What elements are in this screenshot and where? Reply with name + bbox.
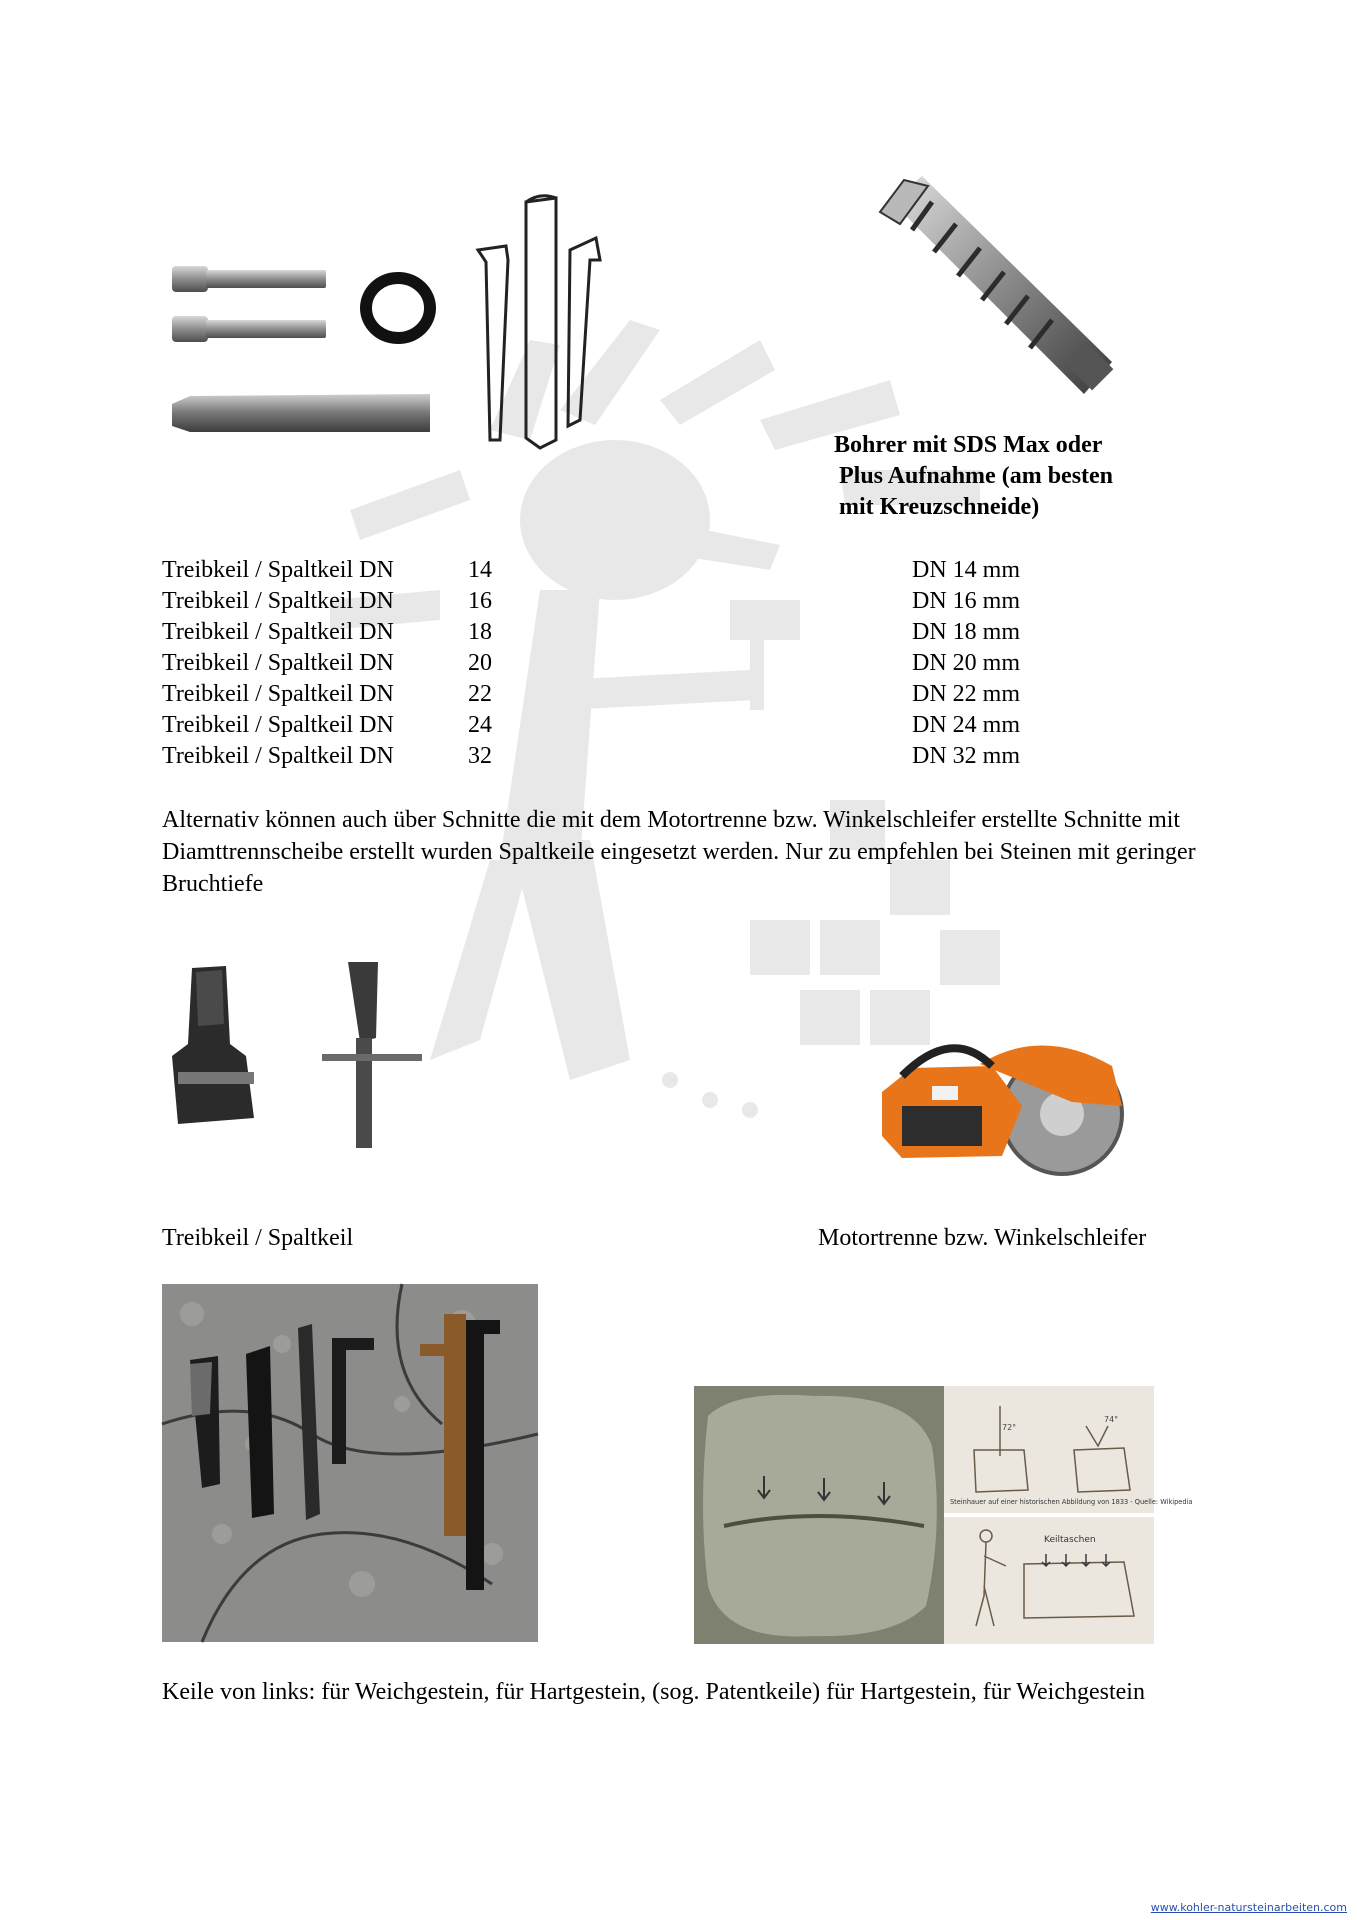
- drill-size: DN 20 mm: [912, 650, 1020, 676]
- drill-caption-line-3: mit Kreuzschneide): [839, 494, 1040, 520]
- wedge-photo-1: [170, 964, 262, 1134]
- figure-angle-2: 74°: [1104, 1415, 1119, 1424]
- alternative-paragraph: Alternativ können auch über Schnitte die mit dem Motortrenne bzw. Winkelschleifer erstellte Schnitte mit Diamttrennscheibe erstellt wurden Spaltkeile eingesetzt werden. Nur zu empfehlen bei Steinen mit geringer Bruchtiefe: [162, 807, 1196, 897]
- wedge-label: Treibkeil / Spaltkeil DN: [162, 588, 394, 614]
- wedge-label: Treibkeil / Spaltkeil DN: [162, 650, 394, 676]
- stone-splitting-illustration: [694, 1386, 1193, 1644]
- wedge-row: [162, 555, 492, 586]
- drill-size: DN 18 mm: [912, 619, 1020, 645]
- wedge-size: 18: [468, 619, 492, 645]
- flat-chisel-image: [172, 392, 432, 438]
- wedge-line-drawing: [470, 190, 620, 450]
- sds-drill-bit-image: [872, 172, 1122, 412]
- wedge-row: [162, 617, 492, 648]
- drill-size: DN 14 mm: [912, 557, 1020, 583]
- wedge-row: [162, 741, 492, 772]
- figure-keiltaschen: Keiltaschen: [1044, 1535, 1096, 1545]
- wedges-on-asphalt-photo: [162, 1284, 538, 1642]
- footer-website-link[interactable]: www.kohler-natursteinarbeiten.com: [1150, 1901, 1347, 1914]
- drill-caption-line-1: Bohrer mit SDS Max oder: [834, 432, 1103, 458]
- bottom-caption: Keile von links: für Weichgestein, für Hartgestein, (sog. Patentkeile) für Hartgestein, für Weichgestein: [162, 1679, 1145, 1705]
- drill-caption-line-2: Plus Aufnahme (am besten: [839, 463, 1114, 489]
- drill-size: DN 24 mm: [912, 712, 1020, 738]
- wedge-label: Treibkeil / Spaltkeil DN: [162, 743, 394, 769]
- wedge-size: 20: [468, 650, 492, 676]
- wedge-size: 22: [468, 681, 492, 707]
- wedge-label: Treibkeil / Spaltkeil DN: [162, 619, 394, 645]
- chisel-pair-image: [170, 262, 330, 352]
- wedge-row: [162, 710, 492, 741]
- caption-saw: Motortrenne bzw. Winkelschleifer: [818, 1225, 1147, 1251]
- caption-wedge: Treibkeil / Spaltkeil: [162, 1225, 354, 1251]
- wedge-row: [162, 648, 492, 679]
- drill-size: DN 22 mm: [912, 681, 1020, 707]
- wedge-label: Treibkeil / Spaltkeil DN: [162, 681, 394, 707]
- drill-size: DN 16 mm: [912, 588, 1020, 614]
- wedge-label: Treibkeil / Spaltkeil DN: [162, 712, 394, 738]
- wedge-size: 14: [468, 557, 492, 583]
- drill-size: DN 32 mm: [912, 743, 1020, 769]
- wedge-label: Treibkeil / Spaltkeil DN: [162, 557, 394, 583]
- wedge-row: [162, 679, 492, 710]
- figure-angle-1: 72°: [1002, 1423, 1017, 1432]
- ring-image: [362, 272, 434, 344]
- figure-caption: Steinhauer auf einer historischen Abbildung von 1833 - Quelle: Wikipedia: [950, 1498, 1193, 1506]
- wedge-size: 24: [468, 712, 492, 738]
- cut-off-saw-image: [872, 1006, 1128, 1182]
- wedge-size: 32: [468, 743, 492, 769]
- wedge-size: 16: [468, 588, 492, 614]
- wedge-photo-2: [320, 958, 424, 1154]
- wedge-row: [162, 586, 492, 617]
